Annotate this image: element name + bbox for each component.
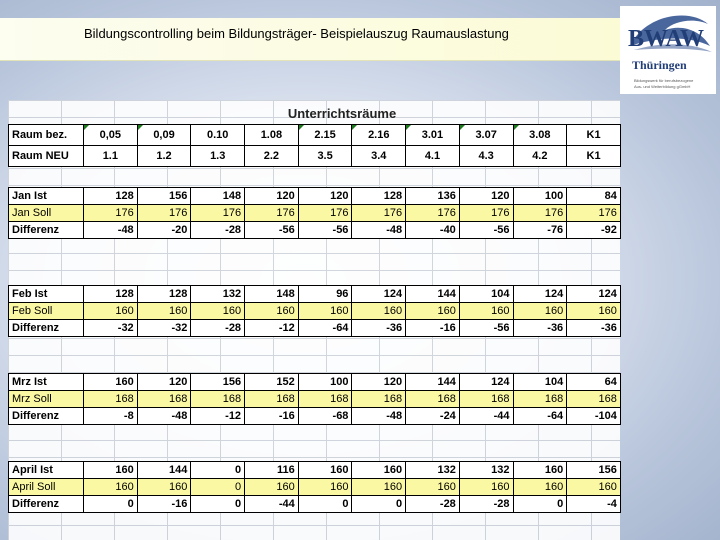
value-cell: -48 <box>84 222 138 239</box>
value-cell: 176 <box>298 205 352 222</box>
bwaw-logo <box>620 6 716 94</box>
value-cell: 160 <box>298 479 352 496</box>
value-cell: -12 <box>191 408 245 425</box>
value-cell: 124 <box>513 286 567 303</box>
raum-bez-cell: 3.08 <box>513 125 567 146</box>
value-cell: 128 <box>137 286 191 303</box>
row-label: April Soll <box>9 479 84 496</box>
value-cell: -28 <box>191 222 245 239</box>
value-cell: 152 <box>245 374 299 391</box>
value-cell: 160 <box>84 479 138 496</box>
value-cell: 160 <box>191 303 245 320</box>
value-cell: 160 <box>513 462 567 479</box>
value-cell: 176 <box>137 205 191 222</box>
value-cell: 168 <box>245 391 299 408</box>
month-table-april <box>8 461 621 513</box>
value-cell: 160 <box>84 374 138 391</box>
value-cell: -56 <box>298 222 352 239</box>
value-cell: -44 <box>459 408 513 425</box>
raum-bez-cell: K1 <box>567 125 621 146</box>
value-cell: 160 <box>459 303 513 320</box>
value-cell: 0 <box>191 479 245 496</box>
value-cell: 132 <box>459 462 513 479</box>
value-cell: -28 <box>459 496 513 513</box>
row-label: Feb Ist <box>9 286 84 303</box>
raum-neu-cell: 3.5 <box>298 146 352 167</box>
value-cell: 160 <box>137 303 191 320</box>
ist-row <box>9 188 621 205</box>
value-cell: -32 <box>84 320 138 337</box>
value-cell: 100 <box>298 374 352 391</box>
value-cell: -20 <box>137 222 191 239</box>
value-cell: -104 <box>567 408 621 425</box>
row-label: Differenz <box>9 496 84 513</box>
value-cell: 120 <box>137 374 191 391</box>
value-cell: 100 <box>513 188 567 205</box>
value-cell: -44 <box>245 496 299 513</box>
value-cell: -48 <box>352 222 406 239</box>
raum-bez-cell: 2.16 <box>352 125 406 146</box>
row-label: Differenz <box>9 320 84 337</box>
value-cell: -32 <box>137 320 191 337</box>
value-cell: 124 <box>459 374 513 391</box>
value-cell: -64 <box>298 320 352 337</box>
value-cell: 168 <box>84 391 138 408</box>
row-label: Jan Soll <box>9 205 84 222</box>
value-cell: 168 <box>298 391 352 408</box>
month-table-jan <box>8 187 621 239</box>
value-cell: 176 <box>513 205 567 222</box>
value-cell: 176 <box>567 205 621 222</box>
value-cell: -68 <box>298 408 352 425</box>
raum-neu-cell: K1 <box>567 146 621 167</box>
value-cell: 120 <box>352 374 406 391</box>
value-cell: -56 <box>245 222 299 239</box>
ist-row <box>9 286 621 303</box>
row-label: Differenz <box>9 222 84 239</box>
value-cell: -8 <box>84 408 138 425</box>
value-cell: 128 <box>84 188 138 205</box>
raum-neu-cell: 4.2 <box>513 146 567 167</box>
value-cell: 160 <box>567 479 621 496</box>
value-cell: 176 <box>459 205 513 222</box>
raum-neu-cell: 4.3 <box>459 146 513 167</box>
raum-neu-cell: 2.2 <box>245 146 299 167</box>
value-cell: -40 <box>406 222 460 239</box>
value-cell: -24 <box>406 408 460 425</box>
value-cell: 160 <box>298 303 352 320</box>
value-cell: 0 <box>298 496 352 513</box>
value-cell: -92 <box>567 222 621 239</box>
value-cell: 0 <box>513 496 567 513</box>
value-cell: 160 <box>406 479 460 496</box>
value-cell: -56 <box>459 222 513 239</box>
value-cell: 0 <box>352 496 406 513</box>
section-title: Unterrichtsräume <box>287 106 397 121</box>
raum-bez-label: Raum bez. <box>9 125 84 146</box>
value-cell: -36 <box>352 320 406 337</box>
value-cell: 168 <box>137 391 191 408</box>
value-cell: 176 <box>406 205 460 222</box>
value-cell: 160 <box>459 479 513 496</box>
value-cell: 144 <box>406 286 460 303</box>
raum-neu-cell: 4.1 <box>406 146 460 167</box>
row-label: Differenz <box>9 408 84 425</box>
month-table-mrz <box>8 373 621 425</box>
value-cell: -16 <box>137 496 191 513</box>
value-cell: -4 <box>567 496 621 513</box>
value-cell: -16 <box>245 408 299 425</box>
value-cell: 0 <box>84 496 138 513</box>
value-cell: -36 <box>567 320 621 337</box>
logo-sub-text: Thüringen <box>632 58 687 72</box>
value-cell: 160 <box>245 479 299 496</box>
value-cell: -64 <box>513 408 567 425</box>
soll-row <box>9 303 621 320</box>
logo-line-2: Aus- und Weiterbildung gGmbH <box>634 84 691 89</box>
value-cell: 132 <box>191 286 245 303</box>
row-label: April Ist <box>9 462 84 479</box>
value-cell: 128 <box>84 286 138 303</box>
logo-line-1: Bildungswerk für berufsbezogene <box>634 78 694 83</box>
value-cell: 160 <box>84 303 138 320</box>
soll-row <box>9 205 621 222</box>
value-cell: 124 <box>352 286 406 303</box>
raum-bez-cell: 0.10 <box>191 125 245 146</box>
raum-bez-cell: 3.01 <box>406 125 460 146</box>
page-title: Bildungscontrolling beim Bildungsträger- Beispielauszug Raumauslastung <box>84 26 509 41</box>
value-cell: 160 <box>513 479 567 496</box>
value-cell: 160 <box>137 479 191 496</box>
soll-row <box>9 479 621 496</box>
value-cell: 156 <box>567 462 621 479</box>
raum-bez-cell: 2.15 <box>298 125 352 146</box>
value-cell: 132 <box>406 462 460 479</box>
diff-row <box>9 408 621 425</box>
value-cell: 120 <box>459 188 513 205</box>
value-cell: 124 <box>567 286 621 303</box>
month-table-feb <box>8 285 621 337</box>
value-cell: 176 <box>245 205 299 222</box>
value-cell: 160 <box>406 303 460 320</box>
raum-neu-cell: 1.1 <box>84 146 138 167</box>
value-cell: 156 <box>137 188 191 205</box>
raum-neu-cell: 1.2 <box>137 146 191 167</box>
raum-bez-cell: 1.08 <box>245 125 299 146</box>
value-cell: 168 <box>513 391 567 408</box>
ist-row <box>9 374 621 391</box>
value-cell: 84 <box>567 188 621 205</box>
value-cell: -48 <box>352 408 406 425</box>
diff-row <box>9 222 621 239</box>
value-cell: -48 <box>137 408 191 425</box>
value-cell: 148 <box>245 286 299 303</box>
value-cell: 176 <box>191 205 245 222</box>
value-cell: 160 <box>352 479 406 496</box>
value-cell: 0 <box>191 496 245 513</box>
raum-neu-cell: 1.3 <box>191 146 245 167</box>
value-cell: 160 <box>352 462 406 479</box>
value-cell: 160 <box>513 303 567 320</box>
raum-neu-row <box>9 146 621 167</box>
raum-bez-cell: 0,05 <box>84 125 138 146</box>
value-cell: -12 <box>245 320 299 337</box>
value-cell: 104 <box>459 286 513 303</box>
value-cell: 0 <box>191 462 245 479</box>
ist-row <box>9 462 621 479</box>
diff-row <box>9 496 621 513</box>
value-cell: 160 <box>352 303 406 320</box>
value-cell: -16 <box>406 320 460 337</box>
row-label: Feb Soll <box>9 303 84 320</box>
row-label: Mrz Soll <box>9 391 84 408</box>
value-cell: 168 <box>191 391 245 408</box>
value-cell: 144 <box>137 462 191 479</box>
value-cell: 168 <box>406 391 460 408</box>
value-cell: 144 <box>406 374 460 391</box>
value-cell: 96 <box>298 286 352 303</box>
value-cell: 116 <box>245 462 299 479</box>
raum-neu-cell: 3.4 <box>352 146 406 167</box>
value-cell: -28 <box>406 496 460 513</box>
room-header-table <box>8 124 621 167</box>
value-cell: 128 <box>352 188 406 205</box>
value-cell: 64 <box>567 374 621 391</box>
row-label: Jan Ist <box>9 188 84 205</box>
value-cell: 176 <box>352 205 406 222</box>
raum-bez-cell: 3.07 <box>459 125 513 146</box>
raum-bez-row <box>9 125 621 146</box>
value-cell: 160 <box>298 462 352 479</box>
value-cell: 120 <box>245 188 299 205</box>
soll-row <box>9 391 621 408</box>
value-cell: 168 <box>567 391 621 408</box>
value-cell: 104 <box>513 374 567 391</box>
value-cell: 160 <box>567 303 621 320</box>
value-cell: 120 <box>298 188 352 205</box>
value-cell: -36 <box>513 320 567 337</box>
raum-bez-cell: 0,09 <box>137 125 191 146</box>
value-cell: -28 <box>191 320 245 337</box>
value-cell: 148 <box>191 188 245 205</box>
raum-neu-label: Raum NEU <box>9 146 84 167</box>
value-cell: -76 <box>513 222 567 239</box>
value-cell: 136 <box>406 188 460 205</box>
value-cell: -56 <box>459 320 513 337</box>
value-cell: 160 <box>84 462 138 479</box>
logo-main-text: BWAW <box>628 26 705 52</box>
value-cell: 168 <box>459 391 513 408</box>
value-cell: 160 <box>245 303 299 320</box>
value-cell: 168 <box>352 391 406 408</box>
title-bar <box>0 18 620 61</box>
diff-row <box>9 320 621 337</box>
value-cell: 176 <box>84 205 138 222</box>
value-cell: 156 <box>191 374 245 391</box>
row-label: Mrz Ist <box>9 374 84 391</box>
